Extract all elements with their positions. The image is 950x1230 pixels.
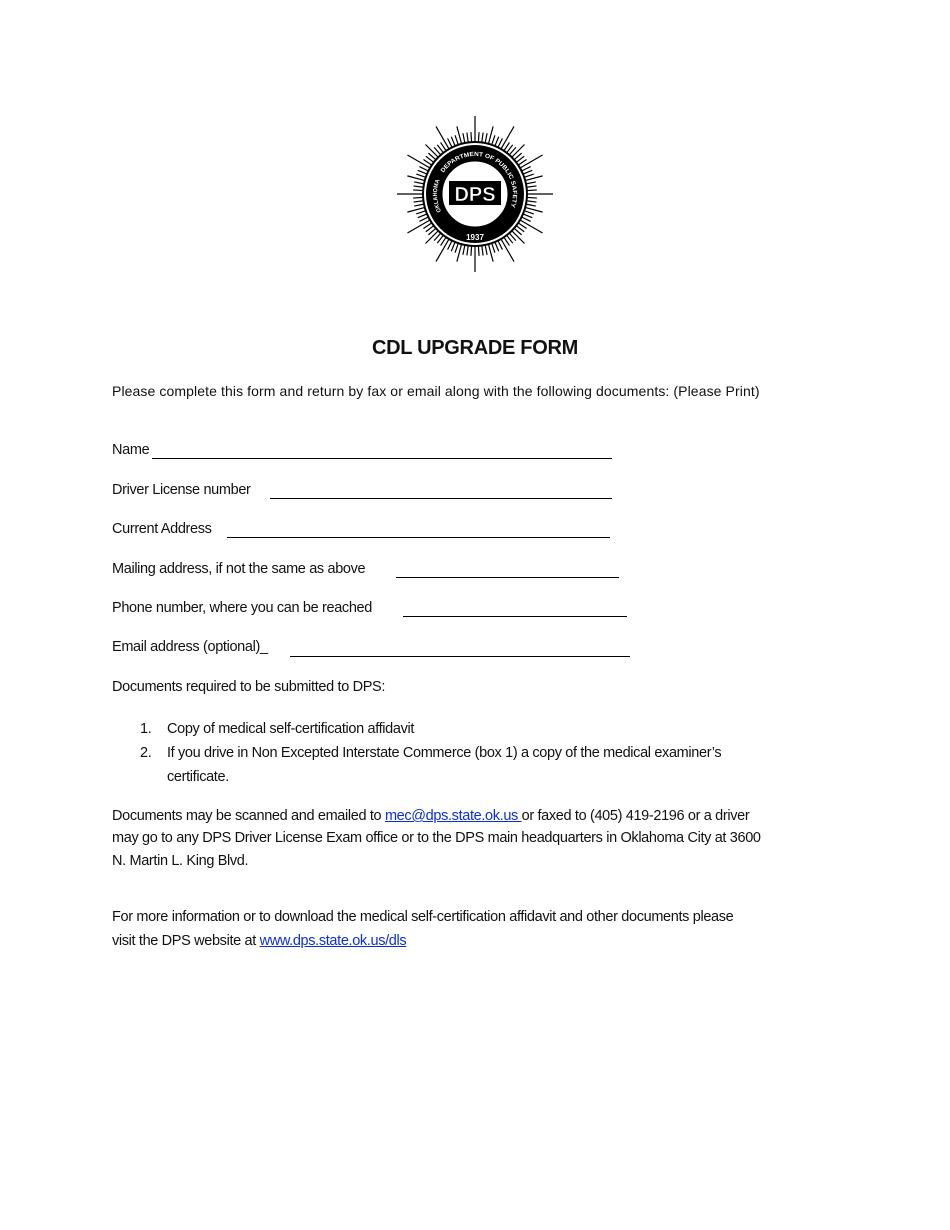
- mailing-address-label: Mailing address, if not the same as above: [112, 561, 366, 577]
- submission-paragraph-line1: [112, 808, 749, 824]
- list-item-continued: certificate.: [167, 769, 229, 785]
- submission-paragraph-line2: may go to any DPS Driver License Exam office or to the DPS main headquarters in Oklahoma City at 3600: [112, 830, 761, 846]
- phone-field[interactable]: [403, 616, 627, 617]
- list-number: 1.: [140, 721, 152, 737]
- name-label: Name: [112, 442, 150, 458]
- text: visit the DPS website at: [112, 933, 260, 949]
- mailing-address-field[interactable]: [396, 577, 619, 578]
- documents-heading: Documents required to be submitted to DPS:: [112, 679, 386, 695]
- submission-paragraph-line3: N. Martin L. King Blvd.: [112, 853, 249, 869]
- list-item: If you drive in Non Excepted Interstate Commerce (box 1) a copy of the medical examiner’s: [167, 745, 722, 761]
- current-address-label: Current Address: [112, 521, 212, 537]
- logo-ring-text-top: DEPARTMENT OF PUBLIC SAFETY: [440, 151, 518, 208]
- form-title: CDL UPGRADE FORM: [372, 337, 578, 359]
- info-paragraph-line1: For more information or to download the medical self-certification affidavit and other documents please: [112, 909, 734, 925]
- email-field[interactable]: [290, 656, 630, 657]
- email-label: Email address (optional)_: [112, 639, 268, 655]
- name-field[interactable]: [152, 458, 612, 459]
- text: Documents may be scanned and emailed to: [112, 808, 385, 824]
- list-item: Copy of medical self-certification affidavit: [167, 721, 415, 737]
- logo-center-text: DPS: [454, 184, 496, 206]
- email-link[interactable]: mec@dps.state.ok.us: [384, 808, 522, 824]
- intro-text: Please complete this form and return by fax or email along with the following documents: (Please Print): [112, 383, 760, 399]
- logo-ring-text-left: OKLAHOMA: [432, 178, 443, 213]
- text: or faxed to (405) 419-2196 or a driver: [521, 808, 750, 824]
- website-link[interactable]: www.dps.state.ok.us/dls: [259, 933, 407, 949]
- license-number-field[interactable]: [270, 498, 612, 499]
- license-number-label: Driver License number: [112, 482, 251, 498]
- list-number: 2.: [140, 745, 152, 761]
- phone-label: Phone number, where you can be reached: [112, 600, 372, 616]
- logo-year: 1937: [466, 233, 484, 242]
- current-address-field[interactable]: [227, 537, 610, 538]
- oklahoma-dps-seal-logo: [396, 115, 554, 273]
- info-paragraph-line2: [112, 933, 406, 949]
